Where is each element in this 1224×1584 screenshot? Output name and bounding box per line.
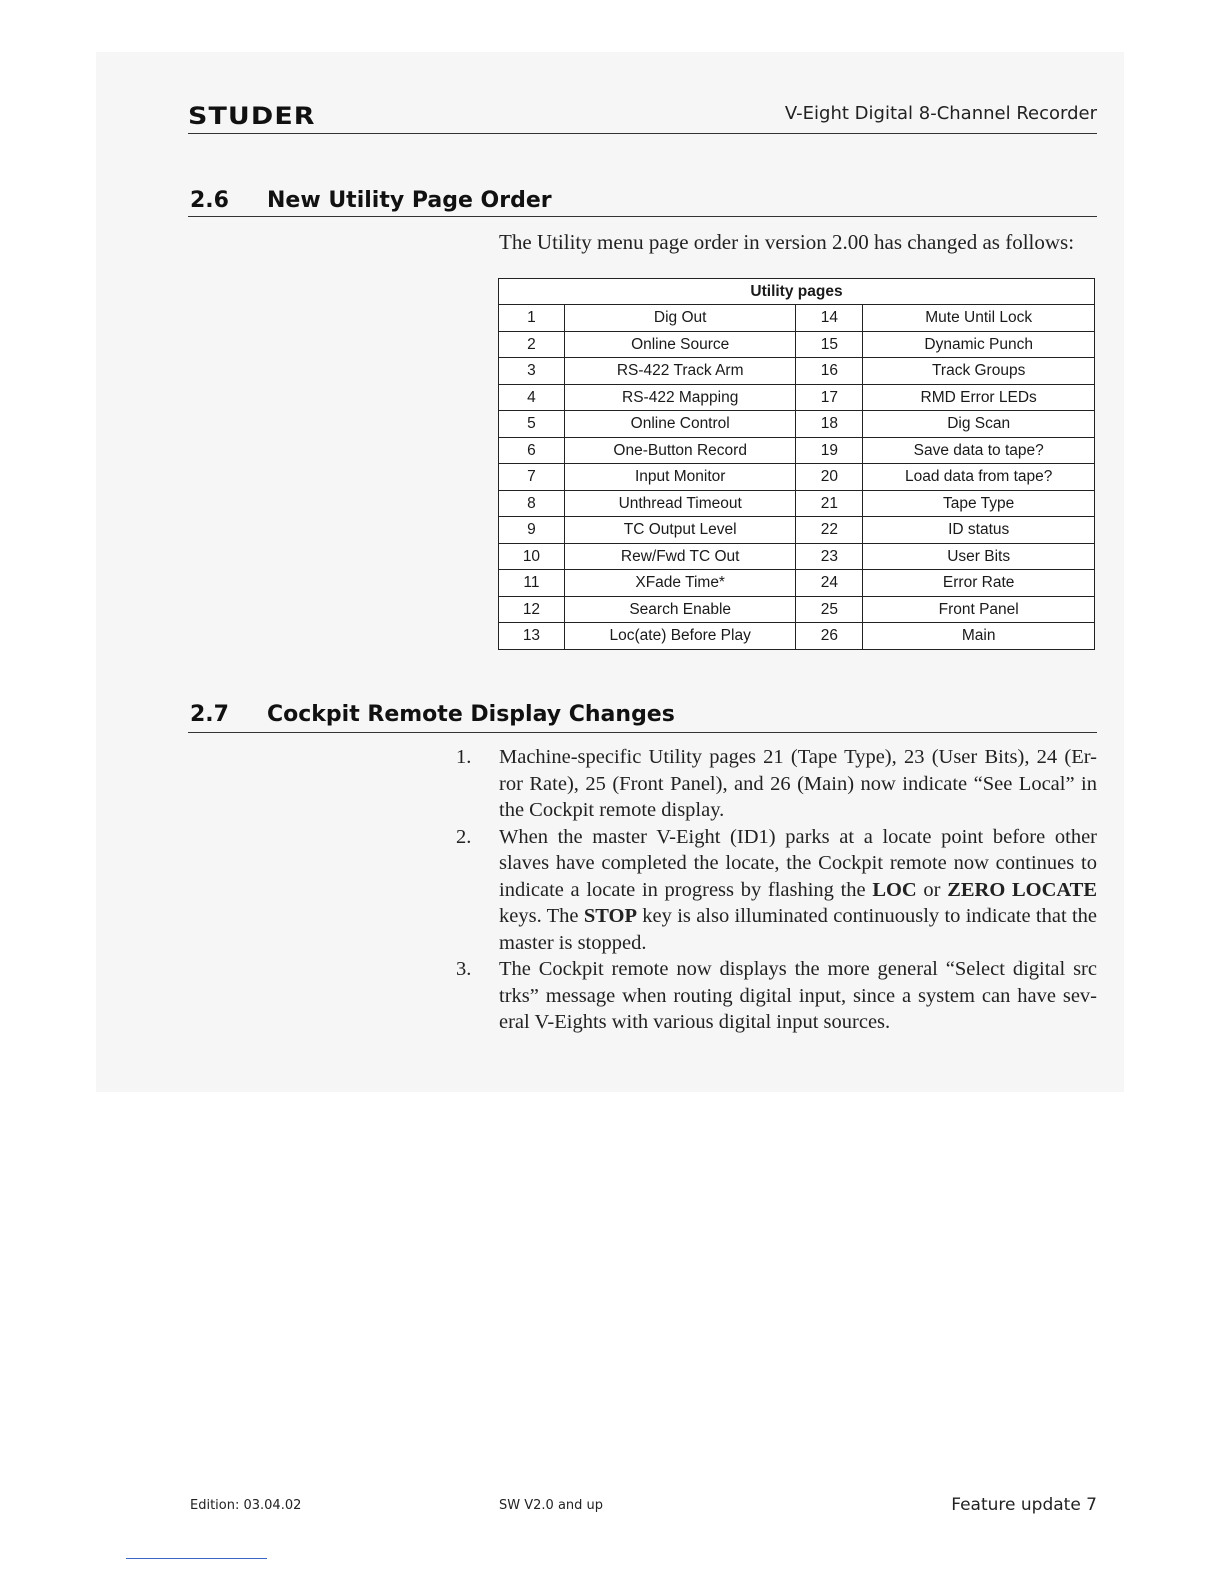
page-number: 18 [796, 411, 863, 438]
page-name: Main [863, 623, 1095, 650]
list-item-number: 2. [456, 825, 472, 848]
utility-pages-table [498, 278, 1095, 650]
page-number: 15 [796, 331, 863, 358]
list-item-text: When the master V-Eight (ID1) parks at a locate point before other slaves have completed the locate, the Cockpit remote now continues to indicate a locate in progress by flashing the [499, 825, 1097, 901]
page-number: 7 [499, 464, 565, 491]
table-row [499, 305, 1095, 332]
table-row [499, 570, 1095, 597]
list-item-number: 1. [456, 746, 472, 768]
list-item [456, 956, 1097, 1036]
page-name: ID status [863, 517, 1095, 544]
page-name: Online Control [564, 411, 796, 438]
page-number: 5 [499, 411, 565, 438]
changes-list [456, 744, 1097, 1036]
section-2-6-number: 2.6 [190, 188, 229, 213]
section-2-7-rule [188, 732, 1097, 733]
page-name: Load data from tape? [863, 464, 1095, 491]
table-row [499, 543, 1095, 570]
list-item-text: keys. The [499, 905, 584, 927]
page-name: Dig Scan [863, 411, 1095, 438]
table-title: Utility pages [499, 279, 1095, 305]
page-name: XFade Time* [564, 570, 796, 597]
page-number: 10 [499, 543, 565, 570]
section-2-7-title: Cockpit Remote Display Changes [267, 702, 675, 727]
section-2-7-number: 2.7 [190, 702, 229, 727]
document-title: V-Eight Digital 8-Channel Recorder [784, 103, 1097, 124]
page-number: 25 [796, 596, 863, 623]
page-name: Loc(ate) Before Play [564, 623, 796, 650]
page-number: 23 [796, 543, 863, 570]
loc-key-label: LOC [872, 878, 917, 901]
page-name: Input Monitor [564, 464, 796, 491]
page-name: RS-422 Track Arm [564, 358, 796, 385]
table-row [499, 331, 1095, 358]
table-row [499, 464, 1095, 491]
section-2-6-intro: The Utility menu page order in version 2.00 has changed as follows: [499, 230, 1075, 254]
studer-logo: STUDER [188, 102, 316, 130]
section-2-6-rule [188, 216, 1097, 217]
page-name: Front Panel [863, 596, 1095, 623]
stop-key-label: STOP [583, 905, 637, 927]
page-name: Mute Until Lock [863, 305, 1095, 332]
footer-edition: Edition: 03.04.02 [190, 1498, 302, 1513]
page-name: Unthread Timeout [564, 490, 796, 517]
page-number: 24 [796, 570, 863, 597]
table-body [499, 305, 1095, 650]
table-row [499, 517, 1095, 544]
page-number: 6 [499, 437, 565, 464]
page-number: 26 [796, 623, 863, 650]
list-item-text: or [916, 878, 948, 901]
list-item-number: 3. [456, 958, 472, 980]
list-item [456, 744, 1097, 824]
footer-page-number: Feature update 7 [951, 1495, 1097, 1515]
page-name: RMD Error LEDs [863, 384, 1095, 411]
page-number: 2 [499, 331, 565, 358]
table-row [499, 358, 1095, 385]
page-number: 22 [796, 517, 863, 544]
table-row [499, 384, 1095, 411]
footer-software-version: SW V2.0 and up [499, 1498, 604, 1513]
table-row [499, 490, 1095, 517]
page-number: 1 [499, 305, 565, 332]
list-item-text: Machine-specific Utility pages 21 (Tape Type), 23 (User Bits), 24 (Er-ror Rate), 25 (Front Panel), and 26 (Main) now indicate “See Local” in the Cockpit remote display. [499, 746, 1097, 821]
page-number: 3 [499, 358, 565, 385]
list-item [456, 824, 1097, 957]
page-number: 9 [499, 517, 565, 544]
page-number: 19 [796, 437, 863, 464]
page-number: 16 [796, 358, 863, 385]
page-number: 4 [499, 384, 565, 411]
list-item-text: key is also illuminated continuously to indicate that the master is stopped. [499, 905, 1097, 954]
page-number: 20 [796, 464, 863, 491]
page-name: Dig Out [564, 305, 796, 332]
table-row [499, 596, 1095, 623]
page-number: 14 [796, 305, 863, 332]
page-number: 21 [796, 490, 863, 517]
page-name: Track Groups [863, 358, 1095, 385]
page-name: Tape Type [863, 490, 1095, 517]
page-name: Dynamic Punch [863, 331, 1095, 358]
header-rule [188, 133, 1097, 134]
page-name: Save data to tape? [863, 437, 1095, 464]
zero-locate-key-label: ZERO LOCATE [947, 878, 1098, 901]
link-underline [126, 1558, 267, 1559]
table-row [499, 623, 1095, 650]
page-number: 13 [499, 623, 565, 650]
table-row [499, 437, 1095, 464]
table-row [499, 411, 1095, 438]
section-2-6-title: New Utility Page Order [267, 188, 552, 213]
page-name: Online Source [564, 331, 796, 358]
page-name: User Bits [863, 543, 1095, 570]
page-name: One-Button Record [564, 437, 796, 464]
page-number: 11 [499, 570, 565, 597]
page-name: Rew/Fwd TC Out [564, 543, 796, 570]
page-name: TC Output Level [564, 517, 796, 544]
list-item-text: The Cockpit remote now displays the more general “Select digital src trks” message when routing digital input, since a system can have sev-eral V-Eights with various digital input sources. [499, 958, 1097, 1033]
page-name: Search Enable [564, 596, 796, 623]
page-name: RS-422 Mapping [564, 384, 796, 411]
page-number: 12 [499, 596, 565, 623]
page-number: 17 [796, 384, 863, 411]
page-number: 8 [499, 490, 565, 517]
page-name: Error Rate [863, 570, 1095, 597]
